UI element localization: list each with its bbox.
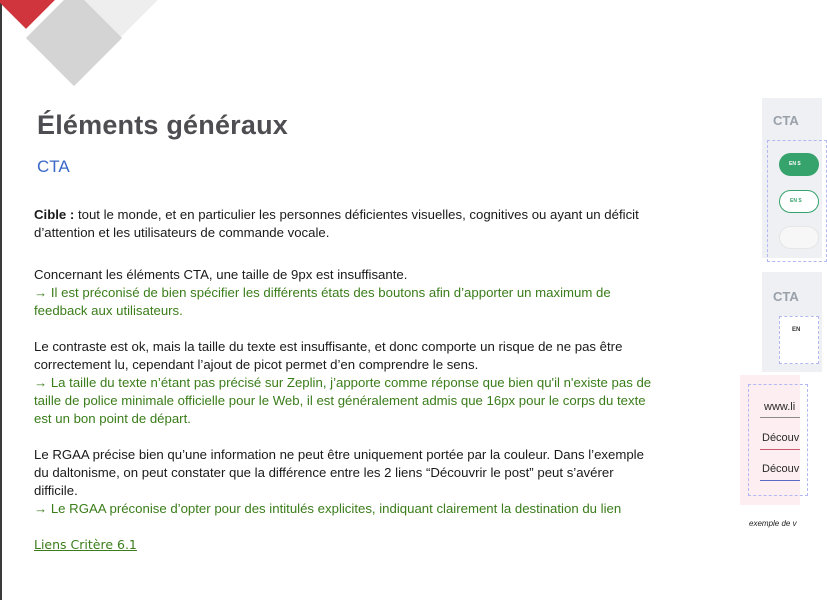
rgaa-recommendation: → Le RGAA préconise d’opter pour des intitulés explicites, indiquant clairement la destination du lien [34, 501, 622, 516]
mockup-discover-link-2[interactable]: Découv [762, 463, 800, 475]
contrast-block [34, 338, 654, 428]
mockup-button-filled[interactable] [779, 153, 819, 176]
content-body [34, 206, 654, 554]
cta-size-block [34, 266, 654, 320]
rgaa-block [34, 446, 654, 518]
rgaa-text: Le RGAA précise bien qu’une information ne peut être uniquement portée par la couleur. Dans l’exemple du daltonisme, on peut constater que la différence entre les 2 liens “Découvrir le post” peut s’avérer difficile. [34, 447, 644, 498]
contrast-text: Le contraste est ok, mais la taille du texte est insuffisante, et donc comporte un risque de ne pas être correctement lu, cependant l’ajout de picot permet d’en comprendre le sens. [34, 339, 623, 372]
target-text: tout le monde, et en particulier les personnes déficientes visuelles, cognitives ou ayant un déficit d’attention et les utilisateurs de commande vocale. [34, 207, 639, 240]
mockup-button-disabled [779, 226, 819, 249]
criteria-link[interactable]: Liens Critère 6.1 [34, 537, 137, 552]
cta-size-text: Concernant les éléments CTA, une taille de 9px est insuffisante. [34, 267, 408, 282]
target-label: Cible : [34, 207, 75, 222]
mockup-panel-title: CTA [773, 289, 799, 304]
mockup-caption: exemple de v [749, 519, 797, 528]
mockup-divider [760, 417, 800, 418]
contrast-recommendation: → La taille du texte n’étant pas précisé sur Zeplin, j’apporte comme réponse que bien qu'il n'existe pas de taille de police minimale officielle pour le Web, il est généralement admis que 16px pour le corps du texte est un bon point de départ. [34, 375, 652, 426]
mockup-discover-link-1[interactable]: Découv [762, 432, 800, 444]
mockup-url-link[interactable]: www.li [764, 401, 796, 413]
mockup-button-label: EN S [790, 198, 802, 204]
mockup-button-outline[interactable] [779, 190, 819, 213]
mockup-button-label: EN S [789, 161, 801, 167]
mockup-link-underline-blue [760, 480, 800, 481]
mockup-link-underline-red [760, 449, 800, 450]
mockup-box-label: EN [792, 327, 801, 333]
cta-size-recommendation: → Il est préconisé de bien spécifier les différents états des boutons afin d’apporter un maximum de feedback aux utilisateurs. [34, 285, 611, 318]
page-title: Éléments généraux [37, 110, 289, 140]
page-subtitle: CTA [37, 157, 70, 176]
left-border [0, 0, 2, 600]
target-paragraph [34, 206, 654, 242]
mockup-dashed-box [779, 316, 819, 364]
mockup-panel-title: CTA [773, 113, 799, 128]
